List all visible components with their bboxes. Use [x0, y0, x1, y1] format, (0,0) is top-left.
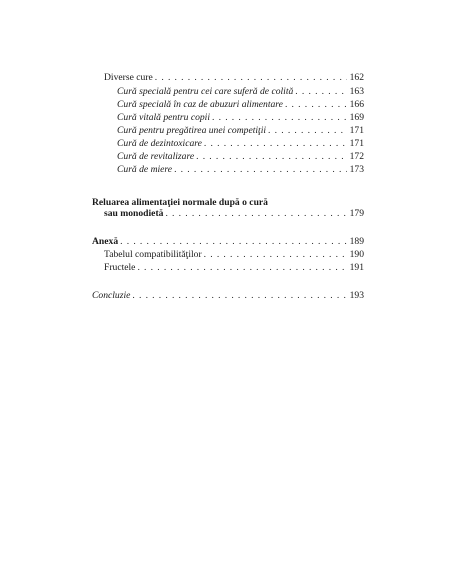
toc-entry-page: 179 — [349, 208, 364, 219]
toc-entry-label: Cură pentru pregătirea unei competiţii — [117, 125, 267, 136]
toc-entry-page: 173 — [349, 164, 364, 175]
toc-entry-reluarea — [104, 207, 364, 220]
toc-entry-label: Anexă — [92, 236, 119, 247]
toc-entry-page: 162 — [349, 72, 364, 83]
toc-entry-page: 191 — [349, 262, 364, 273]
leader-dots — [212, 111, 347, 124]
toc-entry-label: Diverse cure — [104, 72, 153, 83]
toc-entry-cura-copii — [117, 111, 364, 124]
toc-entry-diverse-cure — [104, 71, 364, 84]
toc-entry-page: 171 — [349, 138, 364, 149]
toc-entry-fructele — [104, 261, 364, 274]
leader-dots — [174, 163, 347, 176]
toc-entry-label: sau monodietă — [104, 208, 164, 219]
toc-entry-label: Tabelul compatibilităţilor — [104, 249, 202, 260]
leader-dots — [196, 150, 347, 163]
toc-entry-reluarea-line1: Reluarea alimentaţiei normale după o cură — [92, 197, 268, 208]
toc-entry-page: 189 — [349, 236, 364, 247]
toc-entry-page: 190 — [349, 249, 364, 260]
toc-entry-page: 169 — [349, 112, 364, 123]
leader-dots — [155, 71, 347, 84]
toc-entry-cura-competitie — [117, 124, 364, 137]
toc-entry-anexa — [92, 235, 364, 248]
toc-entry-tabelul — [104, 248, 364, 261]
leader-dots — [204, 248, 347, 261]
toc-entry-label: Cură specială pentru cei care suferă de colită — [117, 86, 294, 97]
toc-entry-label: Concluzie — [92, 290, 131, 301]
leader-dots — [285, 98, 347, 111]
toc-entry-label: Cură de revitalizare — [117, 151, 195, 162]
toc-entry-label: Cură de dezintoxicare — [117, 138, 202, 149]
toc-entry-page: 172 — [349, 151, 364, 162]
leader-dots — [137, 261, 346, 274]
toc-entry-concluzie — [92, 289, 364, 302]
toc-entry-page: 171 — [349, 125, 364, 136]
toc-entry-cura-revitalizare — [117, 150, 364, 163]
leader-dots — [132, 289, 346, 302]
toc-entry-page: 163 — [349, 86, 364, 97]
toc-entry-page: 193 — [349, 290, 364, 301]
toc-entry-label: Fructele — [104, 262, 136, 273]
leader-dots — [204, 137, 347, 150]
toc-entry-cura-miere — [117, 163, 364, 176]
leader-dots — [295, 85, 346, 98]
toc-entry-cura-dezintoxicare — [117, 137, 364, 150]
toc-entry-page: 166 — [349, 99, 364, 110]
toc-entry-label: Cură specială în caz de abuzuri alimentare — [117, 99, 283, 110]
toc-entry-label: Cură de miere — [117, 164, 173, 175]
leader-dots — [165, 207, 346, 220]
leader-dots — [120, 235, 346, 248]
toc-entry-label: Cură vitală pentru copii — [117, 112, 211, 123]
toc-entry-cura-colita — [117, 85, 364, 98]
leader-dots — [268, 124, 347, 137]
toc-entry-cura-abuzuri — [117, 98, 364, 111]
